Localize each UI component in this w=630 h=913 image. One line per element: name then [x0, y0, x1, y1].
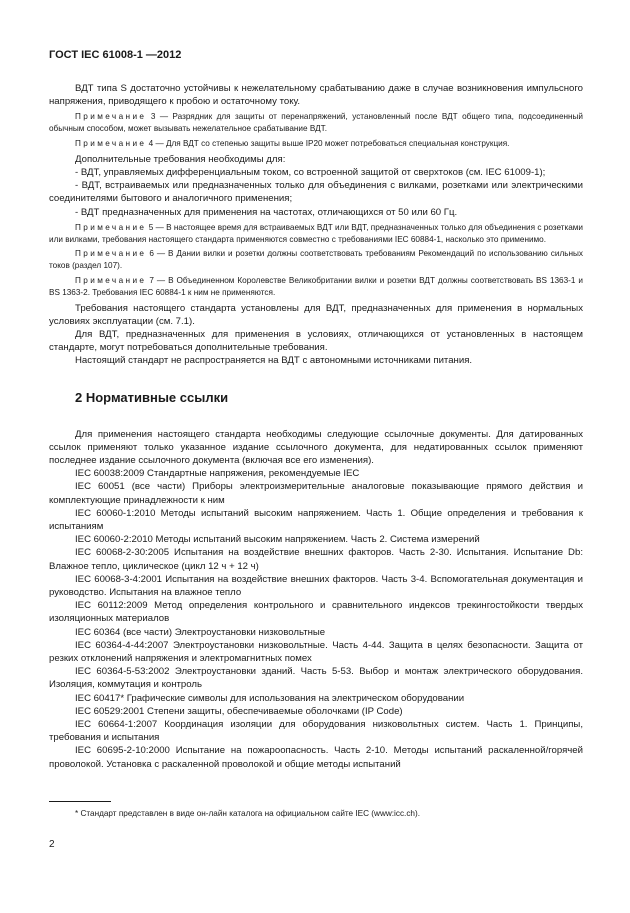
body-paragraph: - ВДТ, управляемых дифференциальным током, со встроенной защитой от сверхтоков (см. IEC 61009-1);	[75, 167, 546, 178]
body-paragraph: Настоящий стандарт не распространяется на ВДТ с автономными источниками питания.	[75, 355, 473, 367]
note-paragraph	[49, 222, 583, 246]
body-paragraph: IEC 60051 (все части) Приборы электроизмерительные аналоговые показывающие прямого действия и комплектующие принадлежности к ним	[49, 481, 583, 506]
note-text: 3 — Разрядник для защиты от перенапряжений, установленный после ВДТ общего типа, подсоединенный обычным способом, может вызывать нежелательное срабатывание ВДТ.	[49, 112, 583, 134]
body-paragraph: IEC 60068-3-4:2001 Испытания на воздействие внешних факторов. Часть 3-4. Вспомогательная документация и руководство. Испытания на влажное тепло	[49, 573, 583, 599]
document-header: ГОСТ IEC 61008-1 —2012	[49, 49, 182, 61]
page-number: 2	[49, 839, 55, 850]
body-paragraph: Для ВДТ, предназначенных для применения в условиях, отличающихся от установленных в настоящем стандарте, могут потребоваться дополнительные требования.	[49, 329, 583, 354]
footnote-divider	[49, 801, 111, 802]
body-paragraph: - ВДТ предназначенных для применения на частотах, отличающихся от 50 или 60 Гц.	[75, 206, 458, 218]
body-paragraph: Требования настоящего стандарта установлены для ВДТ, предназначенных для применения в нормальных условиях эксплуатации (см. 7.1).	[49, 302, 583, 327]
document-body	[49, 82, 583, 771]
body-paragraph: Дополнительные требования необходимы для:	[75, 153, 286, 165]
body-paragraph: IEC 60060-1:2010 Методы испытаний высоким напряжением. Часть 1. Общие определения и требования к испытаниям	[49, 507, 583, 533]
note-label: Примечание	[75, 249, 147, 259]
body-paragraph: IEC 60364-4-44:2007 Электроустановки низковольтные. Часть 4-44. Защита в целях безопасности. Защита от резких отклонений напряжения и электромагнитных помех	[49, 639, 583, 665]
body-paragraph: - ВДТ, встраиваемых или предназначенных только для объединения с вилками, розетками или электрическими соединителями бытового и аналогичного применения;	[49, 180, 583, 205]
body-paragraph: IEC 60112:2009 Метод определения контрольного и сравнительного индексов трекингостойкости твердых изоляционных материалов	[49, 600, 583, 625]
note-text: 4 — Для ВДТ со степенью защиты выше IP20 может потребоваться специальная конструкция.	[146, 139, 510, 148]
body-paragraph: ВДТ типа S достаточно устойчивы к нежелательному срабатыванию даже в случае возникновения импульсного напряжения, приводящего к пробою и остаточному току.	[49, 83, 583, 108]
body-paragraph: IEC 60068-2-30:2005 Испытания на воздействие внешних факторов. Часть 2-30. Испытания. Испытание Db: Влажное тепло, циклическое (цикл 12 ч + 12 ч)	[49, 547, 583, 572]
note-text: 7 — В Объединенном Королевстве Великобритании вилки и розетки ВДТ должны соответствовать BS 1363-1 и BS 1363-2. Требования IEC 60884-1 к ним не применяются.	[49, 276, 583, 297]
body-paragraph: IEC 60060-2:2010 Методы испытаний высоким напряжением. Часть 2. Система измерений	[75, 534, 480, 546]
note-paragraph	[49, 138, 583, 150]
section-heading: 2 Нормативные ссылки	[75, 389, 229, 405]
note-paragraph	[49, 111, 583, 135]
note-label: Примечание	[75, 139, 147, 148]
footnote: * Стандарт представлен в виде он-лайн каталога на официальном сайте IEC (www:icc.ch).	[75, 809, 420, 818]
note-paragraph	[49, 248, 583, 272]
body-paragraph: IEC 60038:2009 Стандартные напряжения, рекомендуемые IEC	[75, 468, 360, 480]
body-paragraph: IEC 60364 (все части) Электроустановки низковольтные	[75, 626, 326, 638]
note-paragraph	[49, 275, 583, 299]
body-paragraph: IEC 60417* Графические символы для использования на электрическом оборудовании	[75, 692, 465, 704]
body-paragraph: Для применения настоящего стандарта необходимы следующие ссылочные документы. Для датированных ссылок применяют только указанное издание ссылочного документа, для недатированных ссылок применяют последнее издание ссылочного документа (включая все его изменения).	[49, 428, 583, 467]
note-text: 6 — В Дании вилки и розетки должны соответствовать требованиям Рекомендаций по использованию сильных токов (раздел 107).	[49, 249, 583, 271]
body-paragraph: IEC 60529:2001 Степени защиты, обеспечиваемые оболочками (IP Code)	[75, 705, 403, 717]
note-label: Примечание	[75, 222, 147, 232]
note-label: Примечание	[75, 276, 147, 285]
body-paragraph: IEC 60695-2-10:2000 Испытание на пожароопасность. Часть 2-10. Методы испытаний раскаленной/горячей проволокой. Установка с раскаленной проволокой и общие методы испытаний	[49, 745, 583, 770]
note-text: 5 — В настоящее время для встраиваемых ВДТ или ВДТ, предназначенных только для объединения с розетками или вилками, требования настоящего стандарта применяются совместно с требованиями IEC 60884-1, насколько это применимо.	[49, 222, 583, 244]
body-paragraph: IEC 60364-5-53:2002 Электроустановки зданий. Часть 5-53. Выбор и монтаж электрического оборудования. Изоляция, коммутация и контроль	[49, 666, 583, 691]
body-paragraph: IEC 60664-1:2007 Координация изоляции для оборудования низковольтных систем. Часть 1. Принципы, требования и испытания	[49, 719, 583, 744]
note-label: Примечание	[75, 112, 147, 122]
